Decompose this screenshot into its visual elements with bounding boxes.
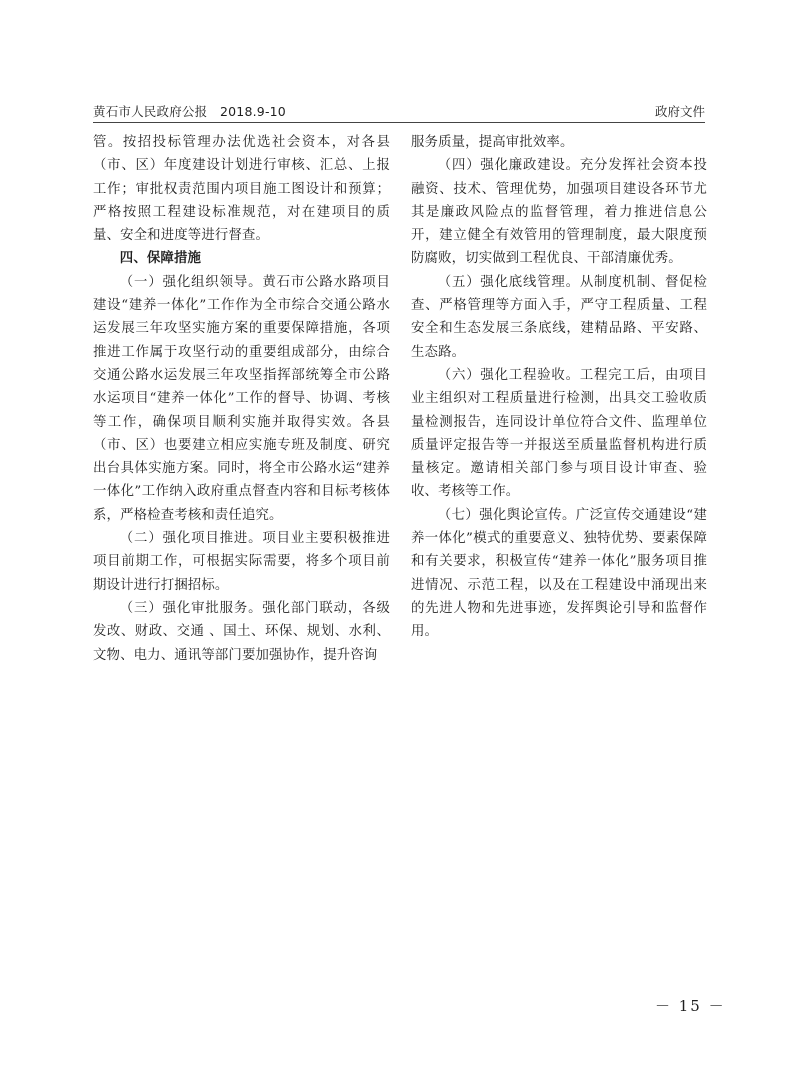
publication-title: 黄石市人民政府公报 2018.9-10: [93, 104, 286, 119]
section-label: 政府文件: [654, 104, 705, 119]
page-number: － 15 －: [655, 997, 726, 1015]
section-heading: 四、保障措施: [119, 251, 202, 267]
paragraph-bottom-line-management: （五）强化底线管理。从制度机制、督促检查、严格管理等方面入手，严守工程质量、工程安全和生态发展三条底线，建精品路、平安路、生态路。: [411, 274, 707, 360]
right-column: [411, 131, 707, 644]
paragraph-project-promotion: （二）强化项目推进。项目业主要积极推进项目前期工作，可根据实际需要，将多个项目前期设计进行打捆招标。: [93, 531, 390, 593]
paragraph-continued: 管。按招投标管理办法优选社会资本，对各县（市、区）年度建设计划进行审核、汇总、上报工作；审批权责范围内项目施工图设计和预算；严格按照工程建设标准规范，对在建项目的质量、安全和进度等进行督查。: [93, 135, 390, 244]
paragraph-approval-service: （三）强化审批服务。强化部门联动，各级发改、财政、交通 、国土、环保、规划、水利、文物、电力、通讯等部门要加强协作，提升咨询: [93, 600, 390, 663]
paragraph-organizational-leadership: （一）强化组织领导。黄石市公路水路项目建设“建养一体化”工作作为全市综合交通公路水运发展三年攻坚实施方案的重要保障措施，各项推进工作属于攻坚行动的重要组成部分，由综合交通公路水运发展三年攻坚指挥部统筹全市公路水运项目“建养一体化”工作的督导、协调、考核等工作，确保项目顺利实施并取得实效。各县（市、区）也要建立相应实施专班及制度、研究出台具体实施方案。同时，将全市公路水运“建养一体化”工作纳入政府重点督查内容和目标考核体系，严格检查考核和责任追究。: [93, 274, 390, 523]
paragraph-integrity-building: （四）强化廉政建设。充分发挥社会资本投融资、技术、管理优势，加强项目建设各环节尤其是廉政风险点的监督管理，着力推进信息公开，建立健全有效管用的管理制度，最大限度预防腐败，切实做到工程优良、干部清廉优秀。: [411, 158, 707, 267]
running-header: [93, 96, 705, 123]
paragraph-public-publicity: （七）强化舆论宣传。广泛宣传交通建设“建养一体化”模式的重要意义、独特优势、要素保障和有关要求，积极宣传“建养一体化”服务项目推进情况、示范工程，以及在工程建设中涌现出来的先进人物和先进事迹，发挥舆论引导和监督作用。: [411, 507, 707, 640]
paragraph-project-acceptance: （六）强化工程验收。工程完工后，由项目业主组织对工程质量进行检测，出具交工验收质量检测报告，连同设计单位符合文件、监理单位质量评定报告等一并报送至质量监督机构进行质量核定。邀请相关部门参与项目设计审查、验收、考核等工作。: [411, 367, 707, 500]
left-column: [93, 131, 390, 667]
paragraph-continued: 服务质量，提高审批效率。: [411, 135, 574, 150]
